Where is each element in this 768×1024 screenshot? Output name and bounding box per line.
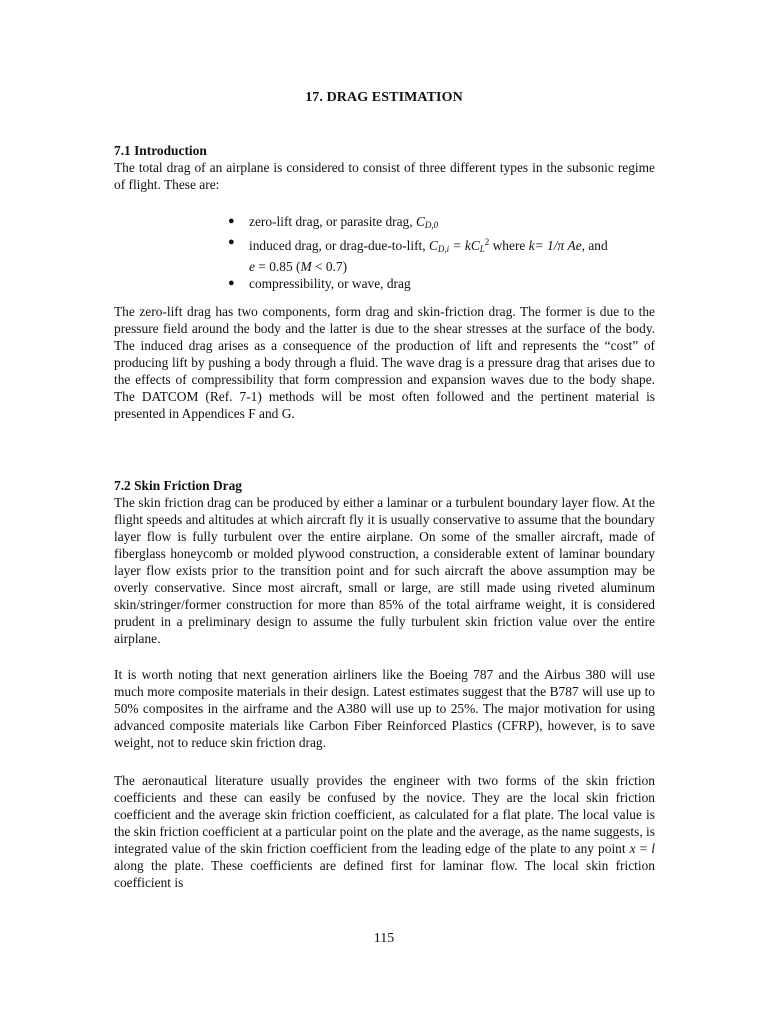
bullet-text: compressibility, or wave, drag	[249, 276, 411, 291]
list-item	[228, 234, 655, 275]
intro-paragraph-2: The zero-lift drag has two components, form drag and skin-friction drag. The former is due to the pressure field around the body and the latter is due to the shear stresses at the surface of the body. The induced drag arises as a consequence of the production of lift and represents the “cost” of producing lift by pushing a body through a fluid. The wave drag is a pressure drag that arises due to the effects of compressibility that form compression and expansion waves due to the body shape. The DATCOM (Ref. 7-1) methods will be most often followed and the pertinent material is presented in Appendices F and G.	[114, 304, 655, 421]
subscript-d0: D,0	[424, 220, 439, 230]
subscript-di: D,i	[437, 244, 450, 254]
bullet-text: zero-lift drag, or parasite drag,	[249, 214, 416, 229]
k-definition: = 1/π Ae	[534, 238, 582, 253]
symbol-m: M	[300, 259, 312, 274]
bullet-text: induced drag, or drag-due-to-lift,	[249, 238, 429, 253]
and-text: , and	[581, 238, 608, 253]
skin-friction-section-2	[114, 666, 655, 751]
symbol-x: x	[629, 841, 636, 856]
intro-paragraph-1: The total drag of an airplane is considered to consist of three different types in the subsonic regime of flight. These are:	[114, 160, 655, 192]
skin-paragraph-2: It is worth noting that next generation airliners like the Boeing 787 and the Airbus 380 will use much more composite materials in their design. Latest estimates suggest that the B787 will use up to 50% composites in the airframe and the A380 will use up to 25%. The major motivation for using advanced composite materials like Carbon Fiber Reinforced Plastics (CFRP), however, is to save weight, not to reduce skin friction drag.	[114, 667, 655, 750]
paragraph-text: along the plate. These coefficients are defined first for laminar flow. The local skin friction coefficient is	[114, 858, 655, 890]
list-item	[228, 213, 655, 234]
skin-friction-section-3	[114, 772, 655, 891]
intro-heading: 7.1 Introduction	[114, 143, 207, 158]
symbol-l: l	[651, 841, 655, 856]
symbol-c: C	[428, 238, 438, 253]
drag-types-list	[228, 213, 655, 292]
where-text: where	[489, 238, 529, 253]
symbol-k: k	[528, 238, 535, 253]
equation-kcl: = kC	[449, 238, 480, 253]
intro-section	[114, 142, 655, 193]
skin-paragraph-1: The skin friction drag can be produced by either a laminar or a turbulent boundary layer flow. At the flight speeds and altitudes at which aircraft fly it is usually conservative to assume that the boundary layer flow is fully turbulent over the entire airplane. On some of the smaller aircraft, made of fiberglass honeycomb or molded plywood construction, a considerable extent of laminar boundary layer flow exists prior to the transition point and for such aircraft the above assumption may be overly conservative. Since most aircraft, small or large, are still made using riveted aluminum skin/stringer/former construction for more than 85% of the total airframe weight, it is considered prudent in a preliminary design to assume the fully turbulent skin friction value over the entire airplane.	[114, 495, 655, 646]
list-item	[228, 275, 655, 292]
paragraph-text: The aeronautical literature usually provides the engineer with two forms of the skin friction coefficients and these can easily be confused by the novice. They are the local skin friction coefficient and the average skin friction coefficient, as calculated for a flat plate. The local value is the skin friction coefficient at a particular point on the plate and the average, as the name suggests, is integrated value of the skin friction coefficient from the leading edge of the plate to any point	[114, 773, 655, 856]
e-value: = 0.85 (	[254, 259, 301, 274]
skin-friction-section	[114, 477, 655, 647]
skin-paragraph-3	[114, 772, 655, 891]
skin-friction-heading: 7.2 Skin Friction Drag	[114, 478, 242, 493]
page-number: 115	[373, 931, 395, 946]
page-title: 17. DRAG ESTIMATION	[305, 90, 463, 105]
subscript-l: L	[479, 244, 485, 254]
bullet-icon: ●	[228, 277, 235, 289]
symbol-e: e	[249, 259, 255, 274]
symbol-c: C	[415, 214, 425, 229]
intro-section-cont	[114, 303, 655, 422]
bullet-icon: ●	[228, 215, 235, 227]
superscript-2: 2	[484, 237, 490, 247]
bullet-icon: ●	[228, 236, 235, 248]
mach-condition: < 0.7)	[311, 259, 348, 274]
equals-text: =	[635, 841, 652, 856]
